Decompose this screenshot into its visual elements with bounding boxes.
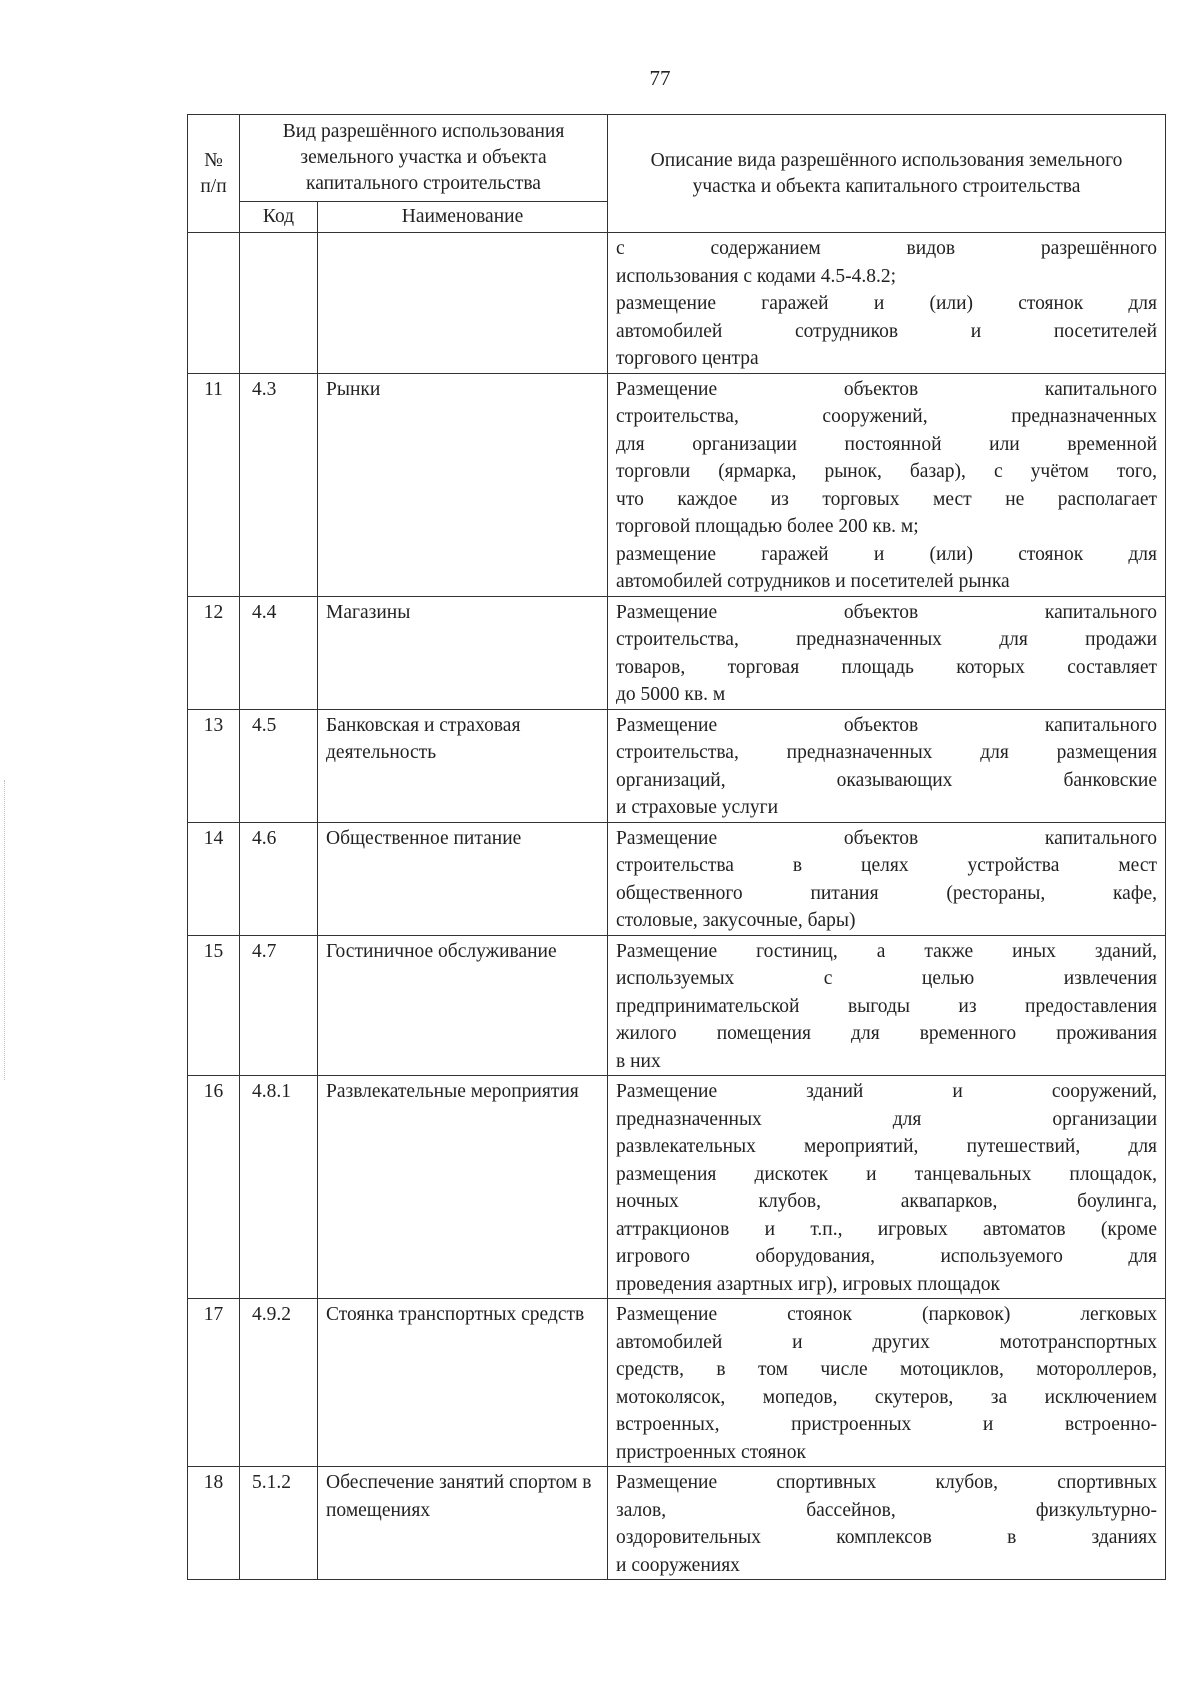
description-line: Размещение объектов капитального	[616, 714, 1158, 736]
row-name: Гостиничное обслуживание	[318, 935, 608, 1076]
row-name: Стоянка транспортных средств	[318, 1299, 608, 1467]
description-line: размещение гаражей и (или) стоянок для	[616, 543, 1158, 565]
row-code: 4.8.1	[240, 1076, 318, 1299]
row-name	[318, 233, 608, 374]
description-line: размещение гаражей и (или) стоянок для	[616, 293, 1158, 314]
description-line: строительства, предназначенных для продажи	[616, 629, 1158, 650]
header-name: Наименование	[318, 202, 608, 233]
row-name: Магазины	[318, 596, 608, 709]
description-line: и страховые услуги	[616, 797, 779, 818]
description-line: предпринимательской выгоды из предоставления	[616, 995, 1158, 1017]
table-body	[188, 233, 1166, 1580]
description-line: используемых с целью извлечения	[616, 968, 1158, 989]
description-line: пристроенных стоянок	[616, 1441, 806, 1463]
row-code: 4.5	[240, 709, 318, 822]
description-line: Размещение спортивных клубов, спортивных	[616, 1472, 1158, 1493]
row-name: Обеспечение занятий спортом в помещениях	[318, 1467, 608, 1580]
header-num	[188, 115, 240, 233]
row-number: 17	[188, 1299, 240, 1467]
row-code: 4.4	[240, 596, 318, 709]
description-line: мотоколясок, мопедов, скутеров, за исключением	[616, 1386, 1158, 1408]
row-description	[608, 596, 1166, 709]
row-description	[608, 233, 1166, 374]
description-line: и сооружениях	[616, 1554, 740, 1576]
table-header	[188, 115, 1166, 233]
row-description	[608, 709, 1166, 822]
row-code: 5.1.2	[240, 1467, 318, 1580]
description-line: автомобилей сотрудников и посетителей рынка	[616, 571, 1010, 592]
description-line: предназначенных для организации	[616, 1108, 1158, 1130]
table-row	[188, 1467, 1166, 1580]
row-description	[608, 1467, 1166, 1580]
description-line: товаров, торговая площадь которых составляет	[616, 656, 1158, 678]
header-num-line1: №	[204, 149, 223, 171]
description-line: с содержанием видов разрешённого	[616, 238, 1158, 259]
description-line: торгового центра	[616, 348, 759, 369]
table-row	[188, 1076, 1166, 1299]
table-row	[188, 709, 1166, 822]
description-line: проведения азартных игр), игровых площадок	[616, 1273, 1000, 1295]
description-line: Размещение гостиниц, а также иных зданий,	[616, 940, 1158, 962]
land-use-table	[187, 114, 1166, 1580]
row-name: Рынки	[318, 373, 608, 596]
row-number: 11	[188, 373, 240, 596]
description-line: оздоровительных комплексов в зданиях	[616, 1527, 1158, 1548]
row-code: 4.7	[240, 935, 318, 1076]
description-line: торговли (ярмарка, рынок, базар), с учётом того,	[616, 461, 1158, 482]
row-code: 4.9.2	[240, 1299, 318, 1467]
description-line: столовые, закусочные, бары)	[616, 910, 856, 931]
table-row	[188, 233, 1166, 374]
description-line: до 5000 кв. м	[616, 684, 726, 705]
description-line: Размещение объектов капитального	[616, 827, 1158, 849]
row-number: 16	[188, 1076, 240, 1299]
row-number: 12	[188, 596, 240, 709]
description-line: торговой площадью более 200 кв. м;	[616, 516, 919, 537]
description-line: аттракционов и т.п., игровых автоматов (кроме	[616, 1218, 1158, 1240]
description-line: что каждое из торговых мест не располагает	[616, 488, 1158, 510]
description-line: ночных клубов, аквапарков, боулинга,	[616, 1191, 1158, 1212]
description-line: автомобилей сотрудников и посетителей	[616, 320, 1158, 342]
row-description	[608, 373, 1166, 596]
row-number: 13	[188, 709, 240, 822]
description-line: развлекательных мероприятий, путешествий, для	[616, 1136, 1158, 1157]
row-name: Общественное питание	[318, 822, 608, 935]
description-line: Размещение объектов капитального	[616, 601, 1158, 623]
description-line: строительства в целях устройства мест	[616, 855, 1158, 876]
row-description	[608, 1076, 1166, 1299]
header-num-line2: п/п	[200, 175, 227, 197]
description-line: строительства, сооружений, предназначенных	[616, 406, 1158, 427]
header-kind: Вид разрешённого использования земельного участка и объекта капитального строительства	[240, 115, 608, 202]
description-line: залов, бассейнов, физкультурно-	[616, 1499, 1158, 1521]
description-line: встроенных, пристроенных и встроенно-	[616, 1414, 1158, 1435]
table-row	[188, 822, 1166, 935]
description-line: в них	[616, 1050, 661, 1072]
description-line: жилого помещения для временного проживания	[616, 1023, 1158, 1044]
description-line: использования с кодами 4.5-4.8.2;	[616, 265, 897, 287]
description-line: для организации постоянной или временной	[616, 433, 1158, 455]
description-line: строительства, предназначенных для размещения	[616, 742, 1158, 763]
description-line: автомобилей и других мототранспортных	[616, 1331, 1158, 1353]
row-code: 4.6	[240, 822, 318, 935]
scan-margin-marks	[4, 780, 7, 1080]
row-name: Развлекательные мероприятия	[318, 1076, 608, 1299]
description-line: Размещение зданий и сооружений,	[616, 1081, 1158, 1102]
row-number: 14	[188, 822, 240, 935]
description-line: Размещение объектов капитального	[616, 378, 1158, 400]
table-row	[188, 596, 1166, 709]
description-line: Размещение стоянок (парковок) легковых	[616, 1304, 1158, 1325]
description-line: организаций, оказывающих банковские	[616, 769, 1158, 791]
table-row	[188, 1299, 1166, 1467]
row-description	[608, 935, 1166, 1076]
header-description: Описание вида разрешённого использования земельного участка и объекта капитального строительства	[608, 115, 1166, 233]
row-number: 18	[188, 1467, 240, 1580]
description-line: игрового оборудования, используемого для	[616, 1246, 1158, 1267]
table-row	[188, 935, 1166, 1076]
row-description	[608, 822, 1166, 935]
row-description	[608, 1299, 1166, 1467]
row-number	[188, 233, 240, 374]
row-code	[240, 233, 318, 374]
row-number: 15	[188, 935, 240, 1076]
header-code: Код	[240, 202, 318, 233]
page-number: 77	[649, 66, 671, 90]
description-line: размещения дискотек и танцевальных площадок,	[616, 1163, 1158, 1185]
description-line: средств, в том числе мотоциклов, мотороллеров,	[616, 1359, 1158, 1380]
row-name: Банковская и страховая деятельность	[318, 709, 608, 822]
description-line: общественного питания (рестораны, кафе,	[616, 882, 1158, 904]
row-code: 4.3	[240, 373, 318, 596]
table-row	[188, 373, 1166, 596]
